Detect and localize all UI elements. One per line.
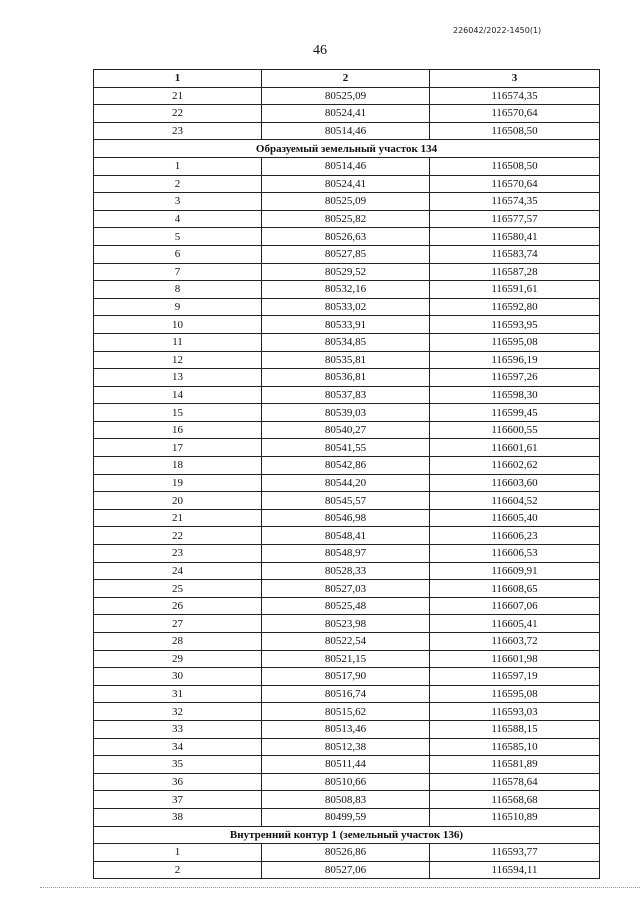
- point-number-cell: 23: [94, 545, 262, 563]
- point-number-cell: 28: [94, 633, 262, 651]
- column-header-2: 2: [262, 70, 430, 88]
- y-coordinate-cell: 116588,15: [430, 720, 600, 738]
- y-coordinate-cell: 116596,19: [430, 351, 600, 369]
- x-coordinate-cell: 80524,41: [262, 105, 430, 123]
- x-coordinate-cell: 80510,66: [262, 773, 430, 791]
- section-header-row: [94, 826, 600, 844]
- y-coordinate-cell: 116595,08: [430, 333, 600, 351]
- y-coordinate-cell: 116508,50: [430, 157, 600, 175]
- table-row: [94, 193, 600, 211]
- y-coordinate-cell: 116570,64: [430, 105, 600, 123]
- point-number-cell: 20: [94, 492, 262, 510]
- table-row: [94, 421, 600, 439]
- point-number-cell: 22: [94, 105, 262, 123]
- x-coordinate-cell: 80548,97: [262, 545, 430, 563]
- x-coordinate-cell: 80533,91: [262, 316, 430, 334]
- point-number-cell: 24: [94, 562, 262, 580]
- x-coordinate-cell: 80514,46: [262, 122, 430, 140]
- point-number-cell: 18: [94, 457, 262, 475]
- table-row: [94, 386, 600, 404]
- table-row: [94, 527, 600, 545]
- point-number-cell: 38: [94, 808, 262, 826]
- table-row: [94, 791, 600, 809]
- table-row: [94, 157, 600, 175]
- point-number-cell: 9: [94, 298, 262, 316]
- table-row: [94, 545, 600, 563]
- table-row: [94, 844, 600, 862]
- table-row: [94, 105, 600, 123]
- point-number-cell: 21: [94, 509, 262, 527]
- table-row: [94, 316, 600, 334]
- section-title: Внутренний контур 1 (земельный участок 136): [94, 826, 600, 844]
- y-coordinate-cell: 116581,89: [430, 756, 600, 774]
- table-row: [94, 492, 600, 510]
- point-number-cell: 29: [94, 650, 262, 668]
- page-number: 46: [313, 43, 327, 58]
- point-number-cell: 34: [94, 738, 262, 756]
- y-coordinate-cell: 116600,55: [430, 421, 600, 439]
- point-number-cell: 1: [94, 157, 262, 175]
- table-row: [94, 175, 600, 193]
- coordinates-table: [93, 69, 600, 879]
- point-number-cell: 8: [94, 281, 262, 299]
- x-coordinate-cell: 80525,09: [262, 193, 430, 211]
- table-row: [94, 720, 600, 738]
- y-coordinate-cell: 116568,68: [430, 791, 600, 809]
- point-number-cell: 37: [94, 791, 262, 809]
- section-header-row: [94, 140, 600, 158]
- table-row: [94, 457, 600, 475]
- x-coordinate-cell: 80535,81: [262, 351, 430, 369]
- y-coordinate-cell: 116570,64: [430, 175, 600, 193]
- x-coordinate-cell: 80527,03: [262, 580, 430, 598]
- x-coordinate-cell: 80527,85: [262, 245, 430, 263]
- table-row: [94, 351, 600, 369]
- table-row: [94, 245, 600, 263]
- table-body: [94, 87, 600, 879]
- table-row: [94, 298, 600, 316]
- point-number-cell: 7: [94, 263, 262, 281]
- page-bottom-rule: [40, 887, 640, 888]
- table-row: [94, 633, 600, 651]
- point-number-cell: 22: [94, 527, 262, 545]
- y-coordinate-cell: 116601,98: [430, 650, 600, 668]
- x-coordinate-cell: 80512,38: [262, 738, 430, 756]
- point-number-cell: 19: [94, 474, 262, 492]
- table-row: [94, 685, 600, 703]
- point-number-cell: 30: [94, 668, 262, 686]
- x-coordinate-cell: 80525,48: [262, 597, 430, 615]
- y-coordinate-cell: 116603,60: [430, 474, 600, 492]
- point-number-cell: 12: [94, 351, 262, 369]
- x-coordinate-cell: 80517,90: [262, 668, 430, 686]
- table-row: [94, 703, 600, 721]
- y-coordinate-cell: 116585,10: [430, 738, 600, 756]
- point-number-cell: 10: [94, 316, 262, 334]
- x-coordinate-cell: 80536,81: [262, 369, 430, 387]
- x-coordinate-cell: 80511,44: [262, 756, 430, 774]
- table-row: [94, 369, 600, 387]
- point-number-cell: 15: [94, 404, 262, 422]
- x-coordinate-cell: 80546,98: [262, 509, 430, 527]
- point-number-cell: 35: [94, 756, 262, 774]
- y-coordinate-cell: 116599,45: [430, 404, 600, 422]
- x-coordinate-cell: 80516,74: [262, 685, 430, 703]
- table-row: [94, 597, 600, 615]
- point-number-cell: 4: [94, 210, 262, 228]
- table-row: [94, 861, 600, 879]
- column-header-1: 1: [94, 70, 262, 88]
- table-row: [94, 404, 600, 422]
- table-row: [94, 562, 600, 580]
- y-coordinate-cell: 116577,57: [430, 210, 600, 228]
- y-coordinate-cell: 116606,53: [430, 545, 600, 563]
- y-coordinate-cell: 116578,64: [430, 773, 600, 791]
- y-coordinate-cell: 116601,61: [430, 439, 600, 457]
- table-row: [94, 650, 600, 668]
- x-coordinate-cell: 80537,83: [262, 386, 430, 404]
- y-coordinate-cell: 116609,91: [430, 562, 600, 580]
- y-coordinate-cell: 116605,40: [430, 509, 600, 527]
- y-coordinate-cell: 116595,08: [430, 685, 600, 703]
- table-row: [94, 87, 600, 105]
- x-coordinate-cell: 80522,54: [262, 633, 430, 651]
- y-coordinate-cell: 116608,65: [430, 580, 600, 598]
- y-coordinate-cell: 116602,62: [430, 457, 600, 475]
- point-number-cell: 3: [94, 193, 262, 211]
- table-row: [94, 738, 600, 756]
- table-row: [94, 281, 600, 299]
- y-coordinate-cell: 116593,77: [430, 844, 600, 862]
- table-header-row: [94, 70, 600, 88]
- point-number-cell: 33: [94, 720, 262, 738]
- x-coordinate-cell: 80526,86: [262, 844, 430, 862]
- x-coordinate-cell: 80532,16: [262, 281, 430, 299]
- point-number-cell: 6: [94, 245, 262, 263]
- y-coordinate-cell: 116598,30: [430, 386, 600, 404]
- y-coordinate-cell: 116597,19: [430, 668, 600, 686]
- x-coordinate-cell: 80514,46: [262, 157, 430, 175]
- point-number-cell: 36: [94, 773, 262, 791]
- point-number-cell: 25: [94, 580, 262, 598]
- x-coordinate-cell: 80499,59: [262, 808, 430, 826]
- y-coordinate-cell: 116583,74: [430, 245, 600, 263]
- table-row: [94, 756, 600, 774]
- table-row: [94, 509, 600, 527]
- x-coordinate-cell: 80542,86: [262, 457, 430, 475]
- point-number-cell: 26: [94, 597, 262, 615]
- y-coordinate-cell: 116591,61: [430, 281, 600, 299]
- point-number-cell: 11: [94, 333, 262, 351]
- table-row: [94, 333, 600, 351]
- table-row: [94, 263, 600, 281]
- x-coordinate-cell: 80513,46: [262, 720, 430, 738]
- x-coordinate-cell: 80515,62: [262, 703, 430, 721]
- x-coordinate-cell: 80527,06: [262, 861, 430, 879]
- x-coordinate-cell: 80529,52: [262, 263, 430, 281]
- column-header-3: 3: [430, 70, 600, 88]
- y-coordinate-cell: 116587,28: [430, 263, 600, 281]
- y-coordinate-cell: 116574,35: [430, 193, 600, 211]
- point-number-cell: 1: [94, 844, 262, 862]
- y-coordinate-cell: 116574,35: [430, 87, 600, 105]
- x-coordinate-cell: 80533,02: [262, 298, 430, 316]
- point-number-cell: 31: [94, 685, 262, 703]
- section-title: Образуемый земельный участок 134: [94, 140, 600, 158]
- point-number-cell: 17: [94, 439, 262, 457]
- x-coordinate-cell: 80508,83: [262, 791, 430, 809]
- y-coordinate-cell: 116593,03: [430, 703, 600, 721]
- y-coordinate-cell: 116604,52: [430, 492, 600, 510]
- y-coordinate-cell: 116592,80: [430, 298, 600, 316]
- x-coordinate-cell: 80534,85: [262, 333, 430, 351]
- y-coordinate-cell: 116607,06: [430, 597, 600, 615]
- x-coordinate-cell: 80528,33: [262, 562, 430, 580]
- x-coordinate-cell: 80525,09: [262, 87, 430, 105]
- x-coordinate-cell: 80525,82: [262, 210, 430, 228]
- point-number-cell: 13: [94, 369, 262, 387]
- table-row: [94, 474, 600, 492]
- y-coordinate-cell: 116603,72: [430, 633, 600, 651]
- x-coordinate-cell: 80540,27: [262, 421, 430, 439]
- x-coordinate-cell: 80521,15: [262, 650, 430, 668]
- point-number-cell: 2: [94, 861, 262, 879]
- point-number-cell: 27: [94, 615, 262, 633]
- table-row: [94, 615, 600, 633]
- table-row: [94, 668, 600, 686]
- y-coordinate-cell: 116508,50: [430, 122, 600, 140]
- y-coordinate-cell: 116510,89: [430, 808, 600, 826]
- point-number-cell: 2: [94, 175, 262, 193]
- x-coordinate-cell: 80541,55: [262, 439, 430, 457]
- y-coordinate-cell: 116593,95: [430, 316, 600, 334]
- x-coordinate-cell: 80544,20: [262, 474, 430, 492]
- y-coordinate-cell: 116605,41: [430, 615, 600, 633]
- table-row: [94, 808, 600, 826]
- table-row: [94, 210, 600, 228]
- y-coordinate-cell: 116594,11: [430, 861, 600, 879]
- y-coordinate-cell: 116597,26: [430, 369, 600, 387]
- table-row: [94, 439, 600, 457]
- point-number-cell: 23: [94, 122, 262, 140]
- y-coordinate-cell: 116580,41: [430, 228, 600, 246]
- point-number-cell: 5: [94, 228, 262, 246]
- x-coordinate-cell: 80548,41: [262, 527, 430, 545]
- x-coordinate-cell: 80524,41: [262, 175, 430, 193]
- y-coordinate-cell: 116606,23: [430, 527, 600, 545]
- point-number-cell: 21: [94, 87, 262, 105]
- x-coordinate-cell: 80539,03: [262, 404, 430, 422]
- x-coordinate-cell: 80545,57: [262, 492, 430, 510]
- table-row: [94, 228, 600, 246]
- point-number-cell: 32: [94, 703, 262, 721]
- x-coordinate-cell: 80523,98: [262, 615, 430, 633]
- x-coordinate-cell: 80526,63: [262, 228, 430, 246]
- table-row: [94, 580, 600, 598]
- document-id: 226042/2022-1450(1): [453, 26, 542, 35]
- point-number-cell: 14: [94, 386, 262, 404]
- point-number-cell: 16: [94, 421, 262, 439]
- table-row: [94, 773, 600, 791]
- table-row: [94, 122, 600, 140]
